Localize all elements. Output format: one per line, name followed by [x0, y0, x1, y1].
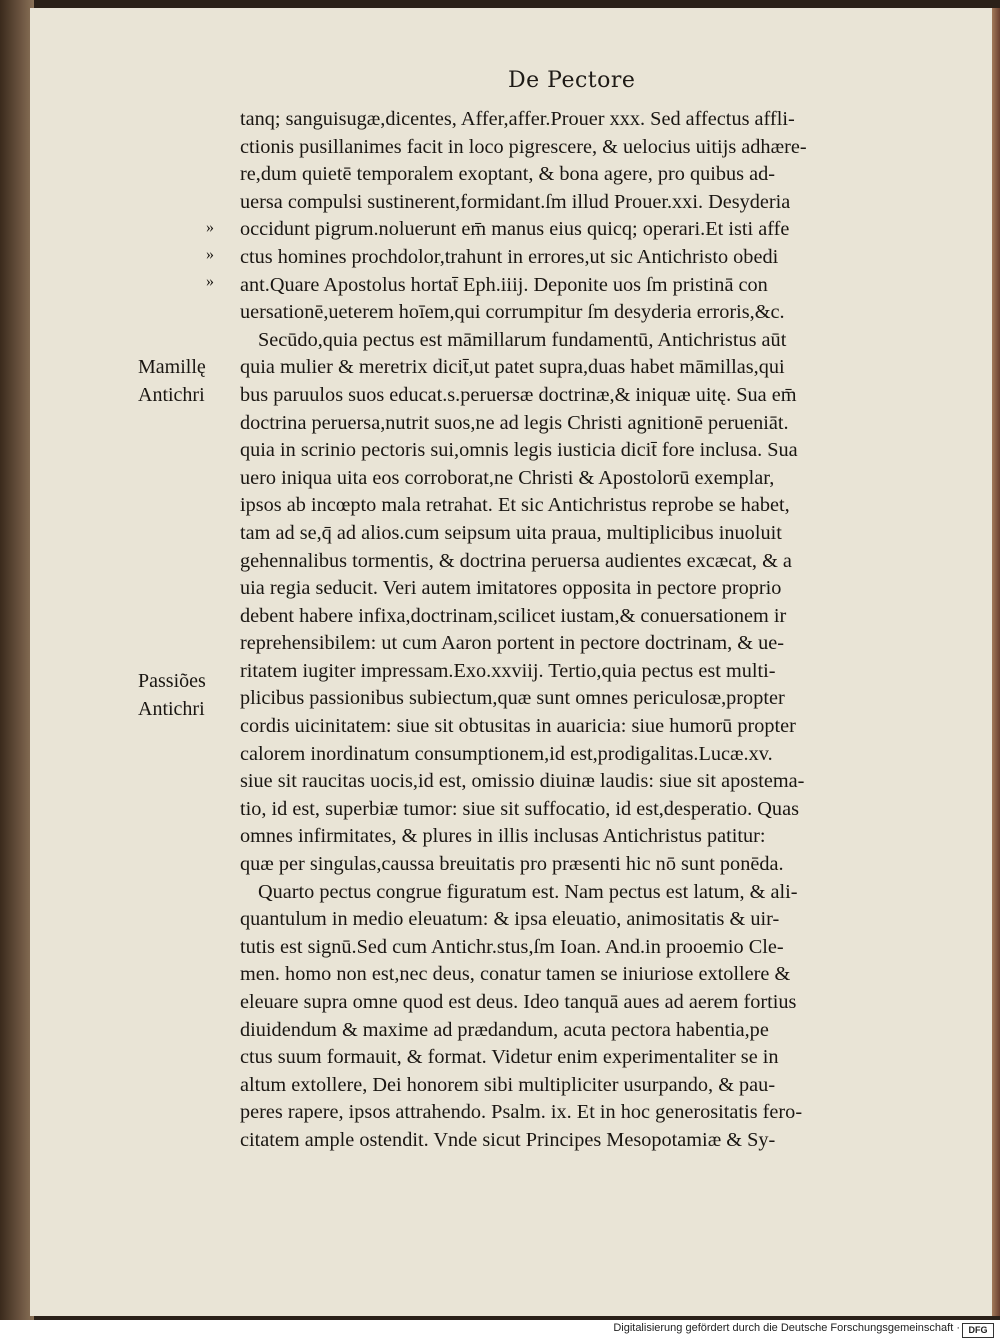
margin-marker: »: [206, 273, 214, 290]
page-edge: [992, 8, 1000, 1316]
text-line: re,dum quietē temporalem exoptant, & bona agere, pro quibus ad-: [240, 163, 776, 186]
dfg-logo-icon: DFG: [962, 1323, 994, 1338]
text-line: quia mulier & meretrix dicit̄,ut patet supra,duas habet māmillas,qui: [240, 356, 785, 379]
text-line: ipsos ab incœpto mala retrahat. Et sic Antichristus reprobe se habet,: [240, 494, 790, 517]
text-line: plicibus passionibus subiectum,quæ sunt omnes periculosæ,propter: [240, 687, 785, 710]
book-binding: [0, 0, 34, 1320]
text-line: calorem inordinatum consumptionem,id est,prodigalitas.Lucæ.xv.: [240, 742, 773, 765]
text-line: men. homo non est,nec deus, conatur tamen se iniuriose extollere &: [240, 963, 791, 986]
footer-text: Digitalisierung gefördert durch die Deutsche Forschungsgemeinschaft ·: [613, 1322, 960, 1334]
text-line: uero iniqua uita eos corroborat,ne Christi & Apostolorū exemplar,: [240, 466, 775, 489]
side-note-line: Passiões: [138, 670, 206, 692]
text-line: bus paruulos suos educat.s.peruersæ doctrinæ,& iniquæ uitę. Sua em̄: [240, 383, 797, 406]
text-line: uia regia seducit. Veri autem imitatores opposita in pectore proprio: [240, 577, 782, 600]
text-line: debent habere infixa,doctrinam,scilicet iustam,& conuersationem ir: [240, 604, 787, 627]
text-line: tam ad se,q̄ ad alios.cum seipsum uita praua, multiplicibus inuoluit: [240, 521, 782, 544]
text-line: diuidendum & maxime ad prædandum, acuta pectora habentia,pe: [240, 1018, 769, 1041]
text-line: ant.Quare Apostolus hortat̄ Eph.iiij. Deponite uos ſm pristinā con: [240, 273, 768, 296]
text-line: quia in scrinio pectoris sui,omnis legis iusticia dicit̄ fore inclusa. Sua: [240, 439, 798, 462]
text-line: Secūdo,quia pectus est māmillarum fundamentū, Antichristus aūt: [258, 328, 787, 351]
text-line: ctionis pusillanimes facit in loco pigrescere, & uelocius uitijs adhære-: [240, 135, 807, 158]
page-header: De Pectore: [508, 68, 636, 93]
text-line: uersationē,ueterem hoīem,qui corrumpitur ſm desyderia erroris,&c.: [240, 301, 785, 324]
text-line: reprehensibilem: ut cum Aaron portent in pectore doctrinam, & ue-: [240, 632, 785, 655]
side-note-mamillae: [138, 354, 206, 409]
text-line: occidunt pigrum.noluerunt em̄ manus eius quicq; operari.Et isti affe: [240, 218, 790, 241]
main-text: [240, 106, 930, 1155]
text-line: citatem ample ostendit. Vnde sicut Principes Mesopotamiæ & Sy-: [240, 1128, 776, 1151]
text-line: quæ per singulas,caussa breuitatis pro præsenti hic nō sunt ponēda.: [240, 853, 784, 876]
text-line: tanq; sanguisugæ,dicentes, Affer,affer.Prouer xxx. Sed affectus affli-: [240, 108, 795, 130]
side-note-line: Antichri: [138, 383, 205, 406]
funding-footer: [0, 1320, 1000, 1339]
text-line: doctrina peruersa,nutrit suos,ne ad legis Christi agnitionē perueniāt.: [240, 411, 789, 434]
text-line: gehennalibus tormentis, & doctrina peruersa audientes excæcat, & a: [240, 549, 792, 572]
text-line: siue sit raucitas uocis,id est, omissio diuinæ laudis: siue sit apostema-: [240, 770, 805, 793]
text-line: cordis uicinitatem: siue sit obtusitas in auaricia: siue humorū propter: [240, 715, 796, 738]
margin-marker: »: [206, 219, 214, 236]
text-line: Quarto pectus congrue figuratum est. Nam pectus est latum, & ali-: [258, 880, 798, 903]
text-line: altum extollere, Dei honorem sibi multipliciter usurpando, & pau-: [240, 1073, 776, 1096]
text-line: ctus homines prochdolor,trahunt in errores,ut sic Antichristo obedi: [240, 245, 779, 268]
text-line: ritatem iugiter impressam.Exo.xxviij. Tertio,quia pectus est multi-: [240, 659, 776, 682]
text-line: peres rapere, ipsos attrahendo. Psalm. ix. Et in hoc generositatis fero-: [240, 1101, 803, 1124]
text-line: uersa compulsi sustinerent,formidant.ſm illud Prouer.xxi. Desyderia: [240, 190, 791, 213]
text-line: ctus suum formauit, & format. Videtur enim experimentaliter se in: [240, 1046, 779, 1069]
side-note-line: Mamillę: [138, 356, 206, 378]
text-line: quantulum in medio eleuatum: & ipsa eleuatio, animositatis & uir-: [240, 908, 780, 931]
text-line: omnes infirmitates, & plures in illis inclusas Antichristus patitur:: [240, 825, 766, 848]
side-note-passiones: [138, 668, 206, 723]
side-note-line: Antichri: [138, 697, 205, 720]
text-line: eleuare supra omne quod est deus. Ideo tanquā aues ad aerem fortius: [240, 991, 797, 1013]
margin-marker: »: [206, 246, 214, 263]
text-line: tio, id est, superbiæ tumor: siue sit suffocatio, id est,desperatio. Quas: [240, 797, 799, 820]
text-line: tutis est signū.Sed cum Antichr.stus,ſm Ioan. And.in prooemio Cle-: [240, 935, 784, 958]
